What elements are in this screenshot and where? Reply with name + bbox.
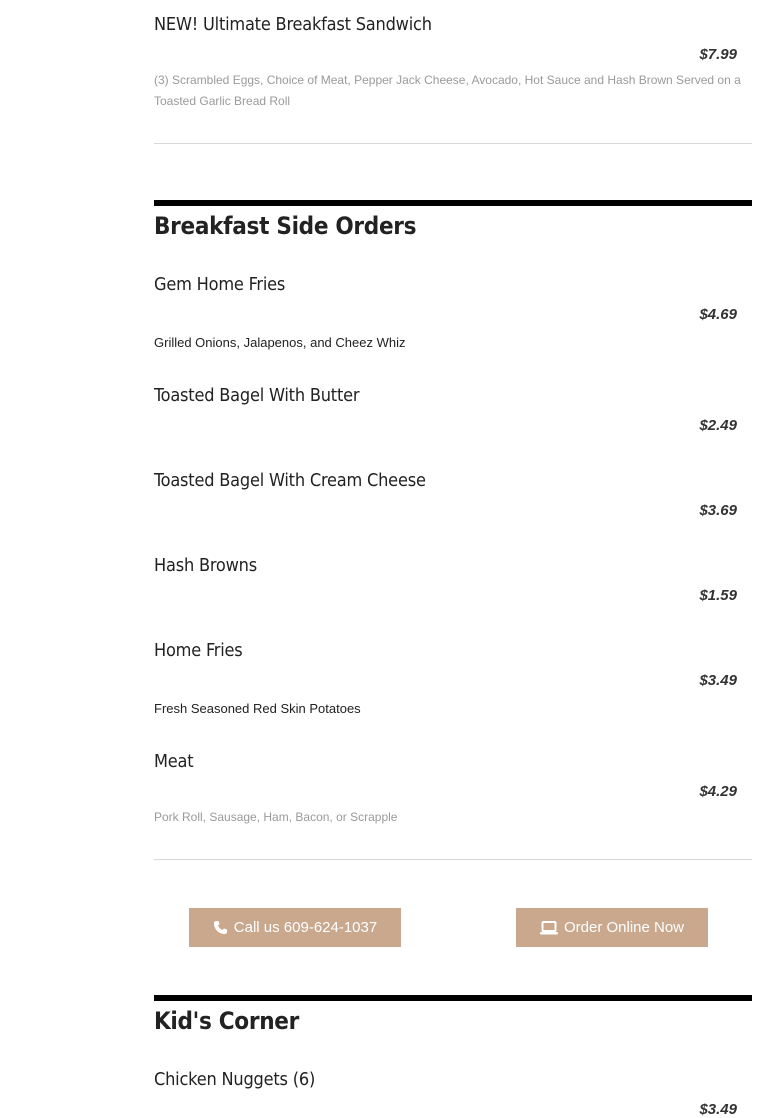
menu-item-name: Toasted Bagel With Butter (154, 385, 360, 406)
menu-item-price: $3.69 (699, 502, 737, 519)
menu-item-price: $4.69 (699, 306, 737, 323)
menu-item-description: Grilled Onions, Jalapenos, and Cheez Whiz (154, 335, 406, 350)
order-online-button[interactable] (516, 908, 708, 947)
menu-item-price: $1.59 (699, 587, 737, 604)
menu-item-name: Home Fries (154, 640, 243, 661)
menu-item-name: Gem Home Fries (154, 274, 286, 295)
section-rule (154, 995, 752, 1001)
laptop-icon (540, 921, 558, 935)
phone-icon (213, 920, 228, 935)
order-button-label: Order Online Now (563, 919, 685, 936)
call-button-label: Call us 609-624-1037 (233, 919, 378, 936)
section-title-kids-corner: Kid's Corner (154, 1007, 299, 1035)
menu-item-description: Fresh Seasoned Red Skin Potatoes (154, 701, 361, 716)
divider (154, 859, 752, 860)
menu-item-description: Pork Roll, Sausage, Ham, Bacon, or Scrapple (154, 810, 398, 824)
section-rule (154, 200, 752, 206)
menu-item-name: Hash Browns (154, 555, 257, 576)
menu-item-price: $3.49 (699, 1101, 737, 1118)
menu-item-name: Chicken Nuggets (6) (154, 1069, 316, 1090)
menu-item-price: $4.29 (699, 783, 737, 800)
menu-item-price: $2.49 (699, 417, 737, 434)
menu-item-name: NEW! Ultimate Breakfast Sandwich (154, 14, 432, 35)
menu-item-name: Toasted Bagel With Cream Cheese (154, 470, 426, 491)
menu-item-description: (3) Scrambled Eggs, Choice of Meat, Pepper Jack Cheese, Avocado, Hot Sauce and Hash Brown Served on a Toasted Garlic Bread Roll (154, 73, 741, 108)
section-title-side-orders: Breakfast Side Orders (154, 212, 417, 240)
call-button[interactable] (189, 908, 401, 947)
divider (154, 143, 752, 144)
menu-item-price: $3.49 (699, 672, 737, 689)
menu-item-name: Meat (154, 751, 194, 772)
menu-item-price: $7.99 (699, 46, 737, 63)
